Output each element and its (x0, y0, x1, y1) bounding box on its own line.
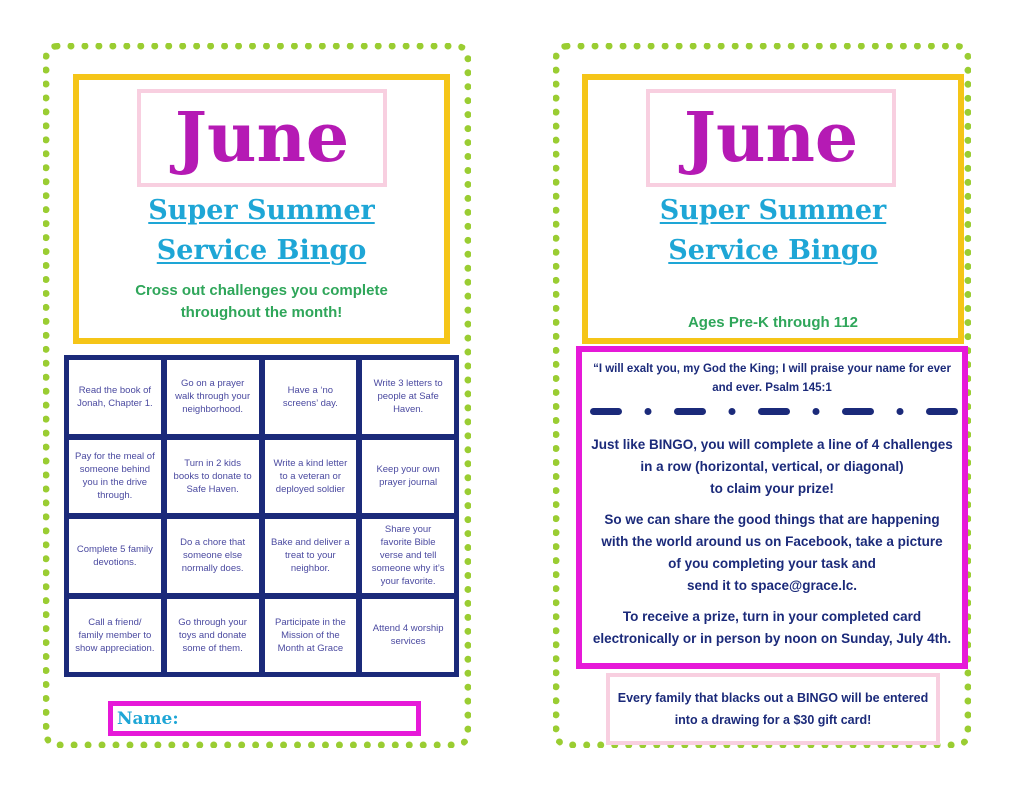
rules-line2: in a row (horizontal, vertical, or diagonal) (640, 459, 904, 474)
divider-dot (897, 408, 904, 415)
bingo-cell[interactable]: Participate in the Mission of the Month at Grace (265, 599, 357, 673)
prize-line2: electronically or in person by noon on Sunday, July 4th. (592, 631, 952, 646)
share-line2: with the world around us on Facebook, take a picture (601, 534, 943, 549)
prize-text (586, 606, 958, 650)
bingo-cell[interactable]: Write 3 letters to people at Safe Haven. (362, 360, 454, 434)
bingo-cell[interactable]: Go through your toys and donate some of them. (167, 599, 259, 673)
bingo-cell[interactable]: Read the book of Jonah, Chapter 1. (69, 360, 161, 434)
bingo-cell[interactable]: Do a chore that someone else normally does. (167, 519, 259, 593)
quote-line1: “I will exalt you, my God the King; I will praise your name for ever (593, 363, 951, 375)
instruction-line1: Cross out challenges you complete (135, 282, 388, 299)
share-line3: of you completing your task and (668, 556, 876, 571)
rules-line1: Just like BINGO, you will complete a line of 4 challenges (591, 437, 953, 452)
bingo-cell[interactable]: Attend 4 worship services (362, 599, 454, 673)
right-title-line1: Super Summer (659, 195, 887, 226)
share-line1: So we can share the good things that are happening (604, 512, 940, 527)
right-month-box (646, 89, 896, 187)
divider-dash (758, 408, 790, 415)
gift-card-drawing-box (606, 673, 940, 745)
name-label: Name: (117, 708, 179, 729)
left-month-box (137, 89, 387, 187)
info-card-right (553, 43, 971, 748)
info-box (576, 346, 968, 669)
left-month-title: June (174, 98, 350, 178)
right-title-line2: Service Bingo (668, 235, 878, 266)
quote-line2: and ever. Psalm 145:1 (712, 382, 832, 394)
rules-text (586, 434, 958, 500)
name-field[interactable] (108, 701, 421, 736)
bingo-cell[interactable]: Pay for the meal of someone behind you in the drive through. (69, 440, 161, 514)
bingo-cell[interactable]: Turn in 2 kids books to donate to Safe Haven. (167, 440, 259, 514)
bingo-cell[interactable]: Keep your own prayer journal (362, 440, 454, 514)
dash-dot-divider (590, 404, 958, 418)
right-header-box (582, 74, 964, 344)
bingo-cell[interactable]: Go on a prayer walk through your neighborhood. (167, 360, 259, 434)
scripture-quote (588, 360, 956, 398)
divider-dot (645, 408, 652, 415)
left-header-box (73, 74, 450, 344)
bingo-grid (64, 355, 459, 677)
instruction-line2: throughout the month! (180, 304, 343, 321)
bingo-cell[interactable]: Share your favorite Bible verse and tell someone why it’s your favorite. (362, 519, 454, 593)
ages-text: Ages Pre-K through 112 (687, 314, 859, 331)
prize-line1: To receive a prize, turn in your completed card (622, 609, 922, 624)
left-instruction (79, 280, 444, 324)
bingo-card-left (43, 43, 471, 748)
divider-dash (842, 408, 874, 415)
share-line4: send it to space@grace.lc. (687, 578, 857, 593)
divider-dot (729, 408, 736, 415)
rules-line3: to claim your prize! (710, 481, 834, 496)
bingo-cell[interactable]: Have a ‘no screens’ day. (265, 360, 357, 434)
drawing-line1: Every family that blacks out a BINGO will be entered (617, 691, 929, 705)
bingo-cell[interactable]: Complete 5 family devotions. (69, 519, 161, 593)
drawing-line2: into a drawing for a $30 gift card! (674, 713, 872, 727)
left-title-line2: Service Bingo (156, 235, 367, 266)
share-text (586, 509, 958, 597)
divider-dash (926, 408, 958, 415)
divider-dash (590, 408, 622, 415)
bingo-cell[interactable]: Call a friend/ family member to show appreciation. (69, 599, 161, 673)
right-month-title: June (683, 98, 859, 178)
divider-dash (674, 408, 706, 415)
left-title-line1: Super Summer (148, 195, 375, 226)
bingo-cell[interactable]: Bake and deliver a treat to your neighbor. (265, 519, 357, 593)
divider-dot (813, 408, 820, 415)
bingo-cell[interactable]: Write a kind letter to a veteran or deployed soldier (265, 440, 357, 514)
